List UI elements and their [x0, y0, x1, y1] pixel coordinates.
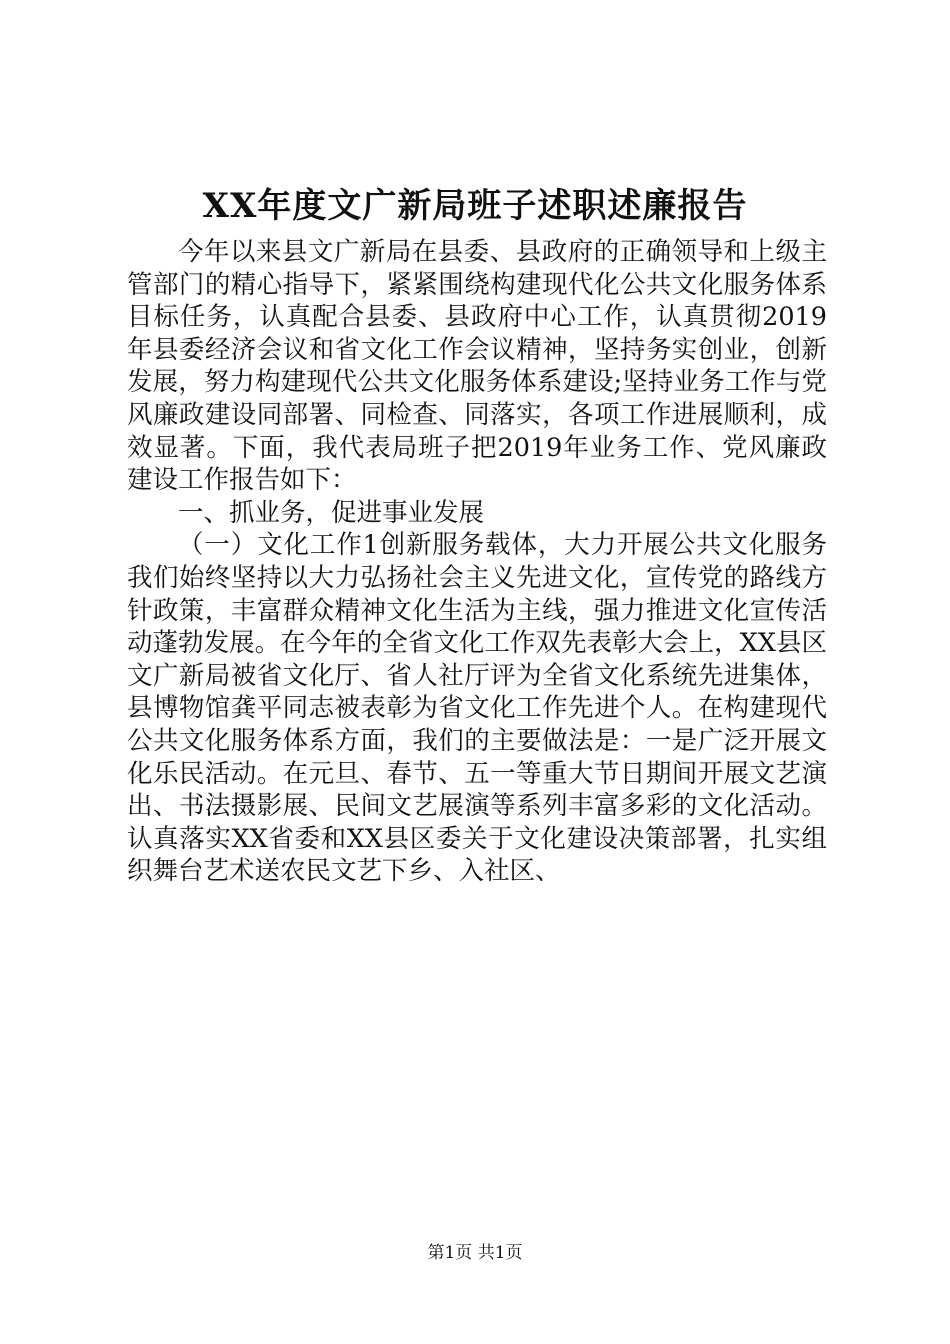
page-number-footer: 第1页 共1页	[427, 1243, 523, 1263]
document-body	[127, 236, 827, 888]
document-title: XX年度文广新局班子述职述廉报告	[202, 186, 748, 226]
paragraph-culture-work: （一）文化工作1创新服务载体，大力开展公共文化服务我们始终坚持以大力弘扬社会主义先进文化，宣传党的路线方针政策，丰富群众精神文化生活为主线，强力推进文化宣传活动蓬勃发展。在今年的全省文化工作双先表彰大会上，XX县区文广新局被省文化厅、省人社厅评为全省文化系统先进集体，县博物馆龚平同志被表彰为省文化工作先进个人。在构建现代公共文化服务体系方面，我们的主要做法是：一是广泛开展文化乐民活动。在元旦、春节、五一等重大节日期间开展文艺演出、书法摄影展、民间文艺展演等系列丰富多彩的文化活动。认真落实XX省委和XX县区委关于文化建设决策部署，扎实组织舞台艺术送农民文艺下乡、入社区、	[127, 530, 827, 887]
section-heading: 一、抓业务，促进事业发展	[178, 497, 485, 528]
paragraph-intro: 今年以来县文广新局在县委、县政府的正确领导和上级主管部门的精心指导下，紧紧围绕构建现代化公共文化服务体系目标任务，认真配合县委、县政府中心工作，认真贯彻2019年县委经济会议和省文化工作会议精神，坚持务实创业，创新发展，努力构建现代公共文化服务体系建设;坚持业务工作与党风廉政建设同部署、同检查、同落实，各项工作进展顺利，成效显著。下面，我代表局班子把2019年业务工作、党风廉政建设工作报告如下：	[127, 237, 827, 496]
